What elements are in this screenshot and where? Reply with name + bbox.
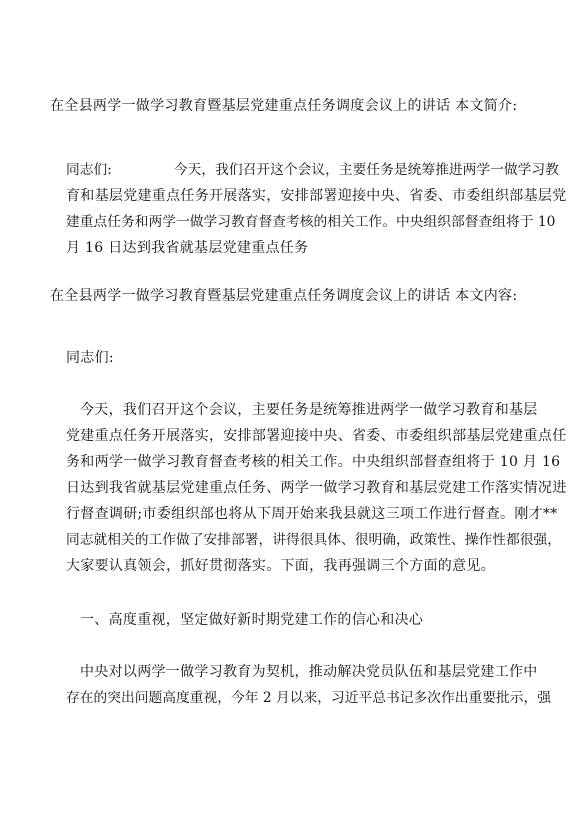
summary-line-4: 月 16 日达到我省就基层党建重点任务 bbox=[66, 240, 309, 256]
content-line-6: 同志就相关的工作做了安排部署，讲得很具体、很明确，政策性、操作性都很强， bbox=[66, 532, 562, 548]
content-line-1: 今天，我们召开这个会议，主要任务是统筹推进两学一做学习教育和基层 bbox=[80, 402, 538, 418]
content-salute: 同志们: bbox=[66, 350, 114, 366]
section-heading: 一、高度重视，坚定做好新时期党建工作的信心和决心 bbox=[80, 612, 424, 628]
content-line-7: 大家要认真领会，抓好贯彻落实。下面，我再强调三个方面的意见。 bbox=[66, 558, 495, 574]
summary-line-1-text: 今天，我们召开这个会议，主要任务是统筹推进两学一做学习教 bbox=[173, 162, 559, 178]
summary-line-1 bbox=[66, 160, 559, 180]
content-line-3: 务和两学一做学习教育督查考核的相关工作。中央组织部督查组将于 10 月 16 bbox=[66, 454, 561, 470]
content-title: 在全县两学一做学习教育暨基层党建重点任务调度会议上的讲话 本文内容: bbox=[50, 288, 518, 304]
content-line-4: 日达到我省就基层党建重点任务、两学一做学习教育和基层党建工作落实情况进 bbox=[66, 480, 567, 496]
summary-title: 在全县两学一做学习教育暨基层党建重点任务调度会议上的讲话 本文简介: bbox=[50, 98, 518, 114]
summary-line-3: 建重点任务和两学一做学习教育督查考核的相关工作。中央组织部督查组将于 10 bbox=[66, 214, 556, 230]
content-line-5: 行督查调研;市委组织部也将从下周开始来我县就这三项工作进行督查。刚才** bbox=[66, 506, 558, 522]
content-line-2: 党建重点任务开展落实，安排部署迎接中央、省委、市委组织部基层党建重点任 bbox=[66, 428, 567, 444]
summary-line-2: 育和基层党建重点任务开展落实，安排部署迎接中央、省委、市委组织部基层党 bbox=[66, 188, 567, 204]
section-line-2: 存在的突出问题高度重视，今年 2 月以来，习近平总书记多次作出重要批示，强 bbox=[66, 690, 551, 706]
summary-salute: 同志们: bbox=[66, 162, 112, 178]
section-line-1: 中央对以两学一做学习教育为契机，推动解决党员队伍和基层党建工作中 bbox=[80, 664, 538, 680]
